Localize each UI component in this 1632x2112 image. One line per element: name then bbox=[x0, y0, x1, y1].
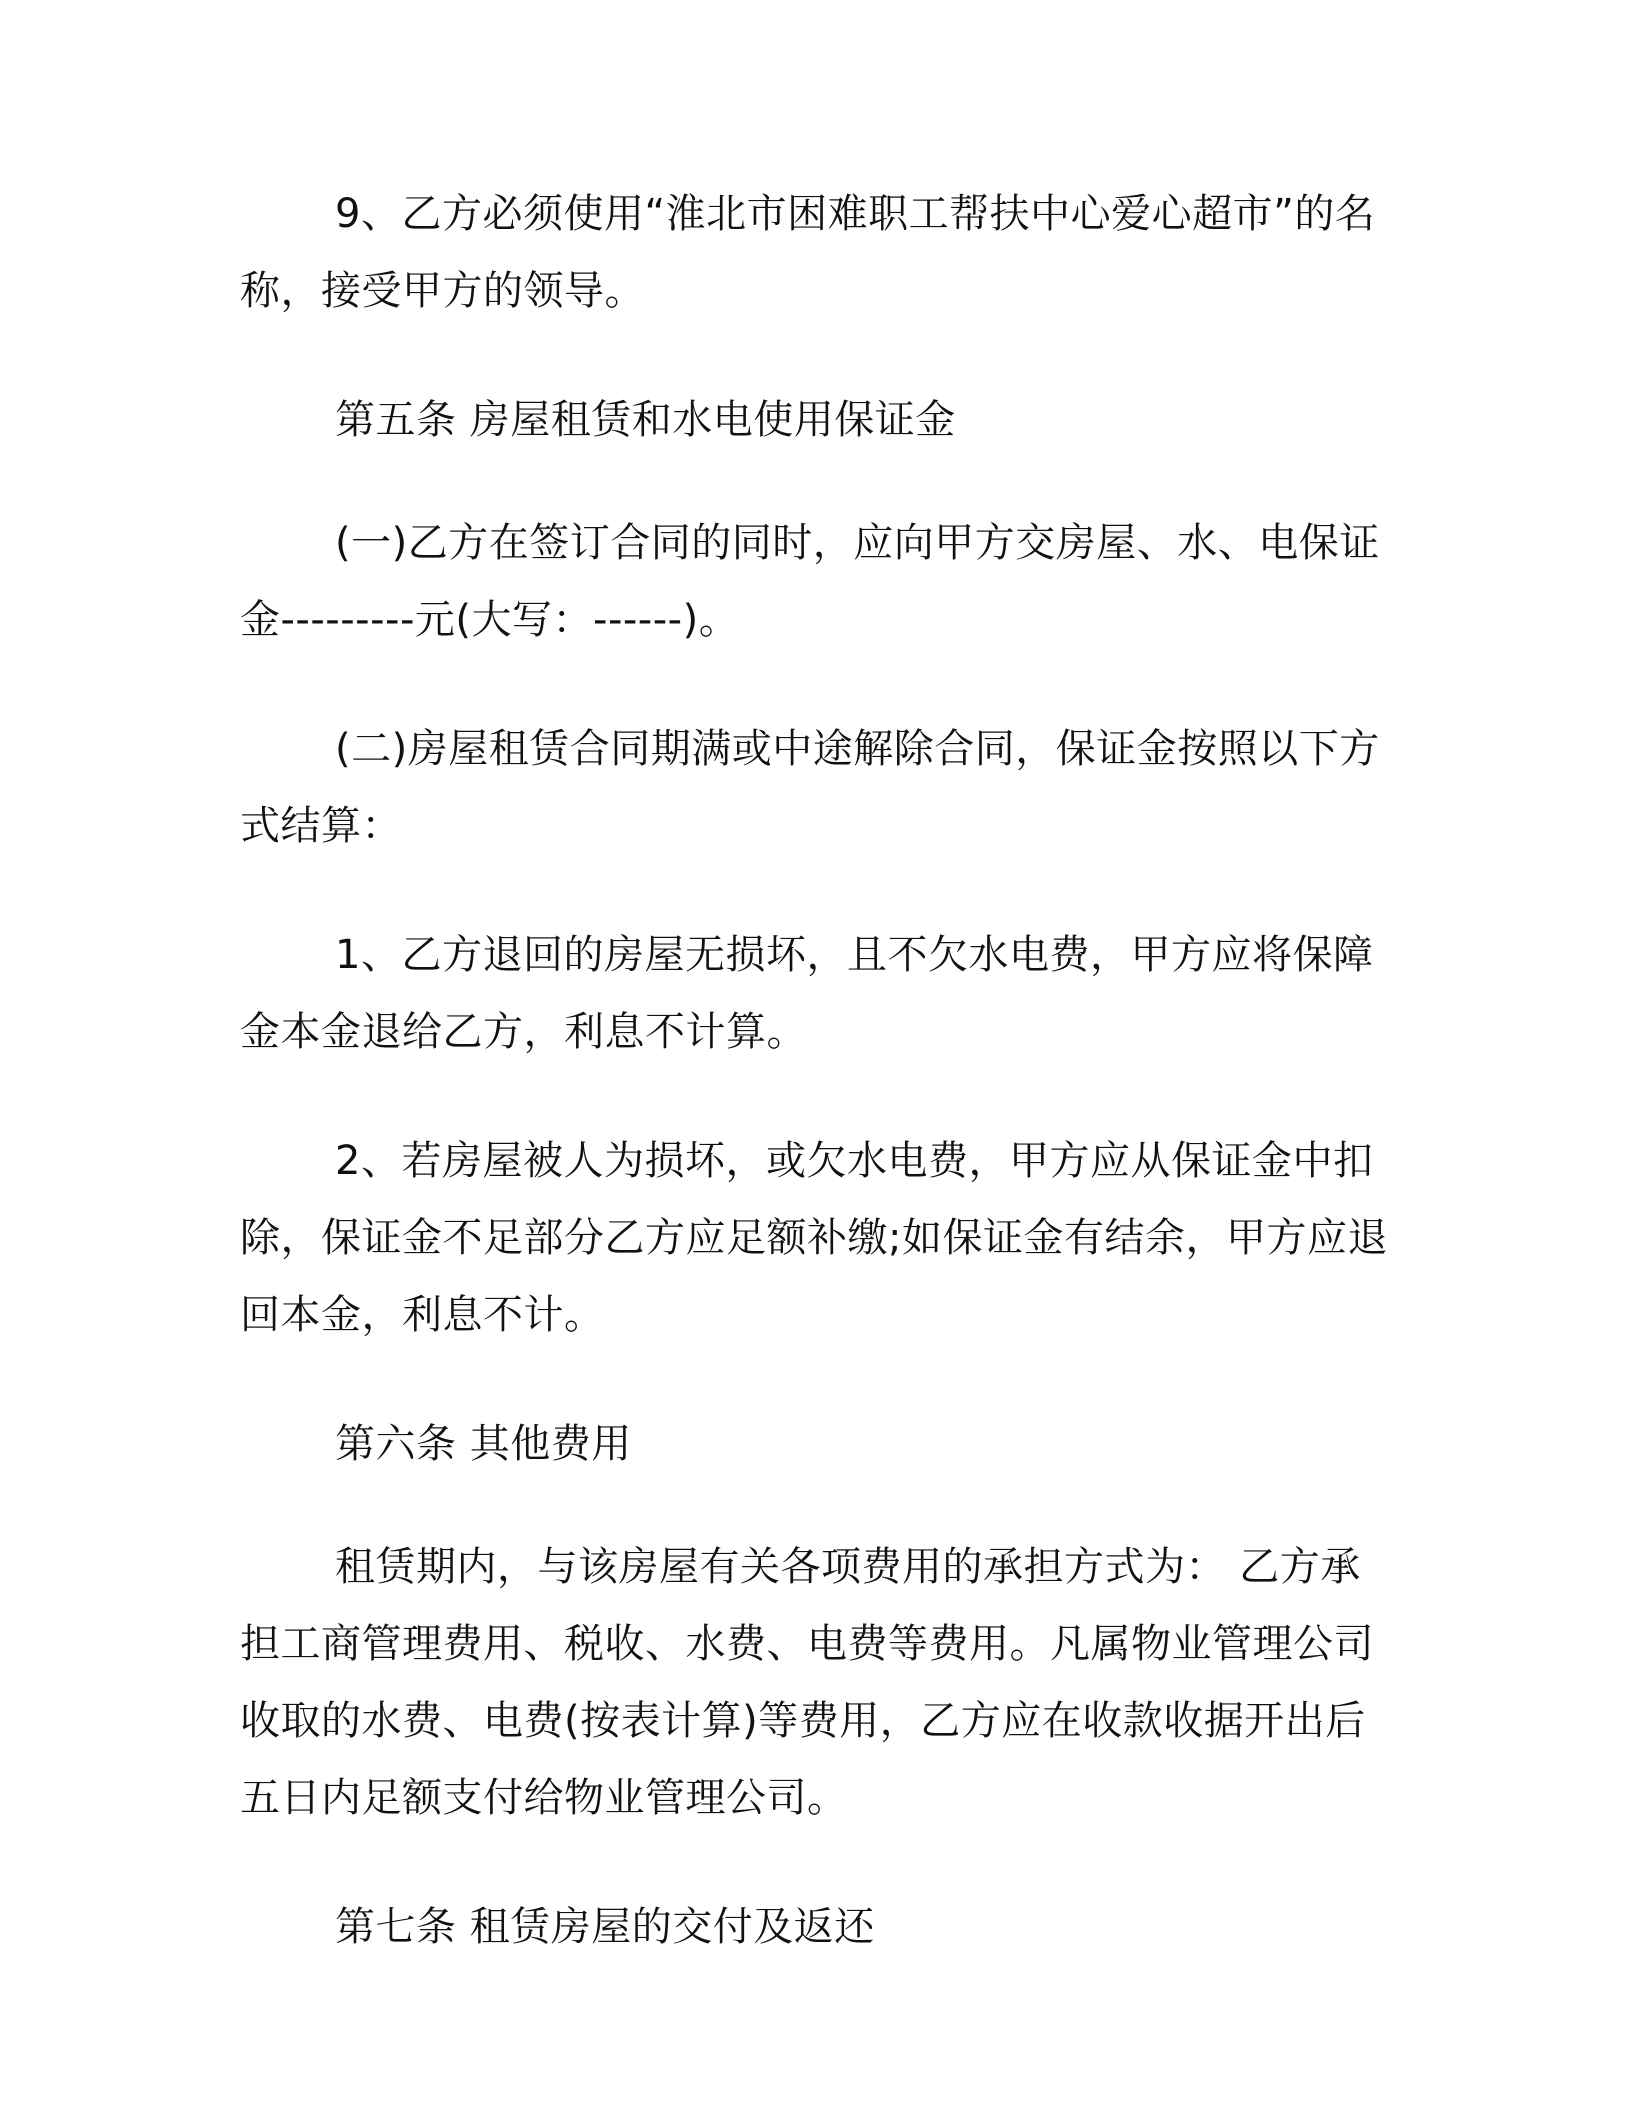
article-5-heading: 第五条 房屋租赁和水电使用保证金 bbox=[335, 397, 956, 443]
article-7-heading: 第七条 租赁房屋的交付及返还 bbox=[335, 1904, 875, 1950]
article-6-heading: 第六条 其他费用 bbox=[335, 1421, 632, 1467]
clause-9-paragraph: 9、乙方必须使用“淮北市困难职工帮扶中心爱心超市”的名称，接受甲方的领导。 bbox=[240, 191, 1376, 314]
other-fees-paragraph: 租赁期内，与该房屋有关各项费用的承担方式为： 乙方承担工商管理费用、税收、水费、电费等费用。凡属物业管理公司收取的水费、电费(按表计算)等费用，乙方应在收款收据开出后五日内足额支付给物业管理公司。 bbox=[240, 1544, 1374, 1821]
settlement-item-2-paragraph: 2、若房屋被人为损坏，或欠水电费，甲方应从保证金中扣除，保证金不足部分乙方应足额补缴;如保证金有结余，甲方应退回本金，利息不计。 bbox=[240, 1138, 1388, 1338]
document-body bbox=[240, 176, 1400, 2012]
settlement-item-1-paragraph: 1、乙方退回的房屋无损坏，且不欠水电费，甲方应将保障金本金退给乙方，利息不计算。 bbox=[240, 932, 1374, 1055]
deposit-amount-paragraph: (一)乙方在签订合同的同时，应向甲方交房屋、水、电保证金---------元(大写：------)。 bbox=[240, 520, 1380, 643]
deposit-settlement-paragraph: (二)房屋租赁合同期满或中途解除合同，保证金按照以下方式结算： bbox=[240, 726, 1380, 849]
